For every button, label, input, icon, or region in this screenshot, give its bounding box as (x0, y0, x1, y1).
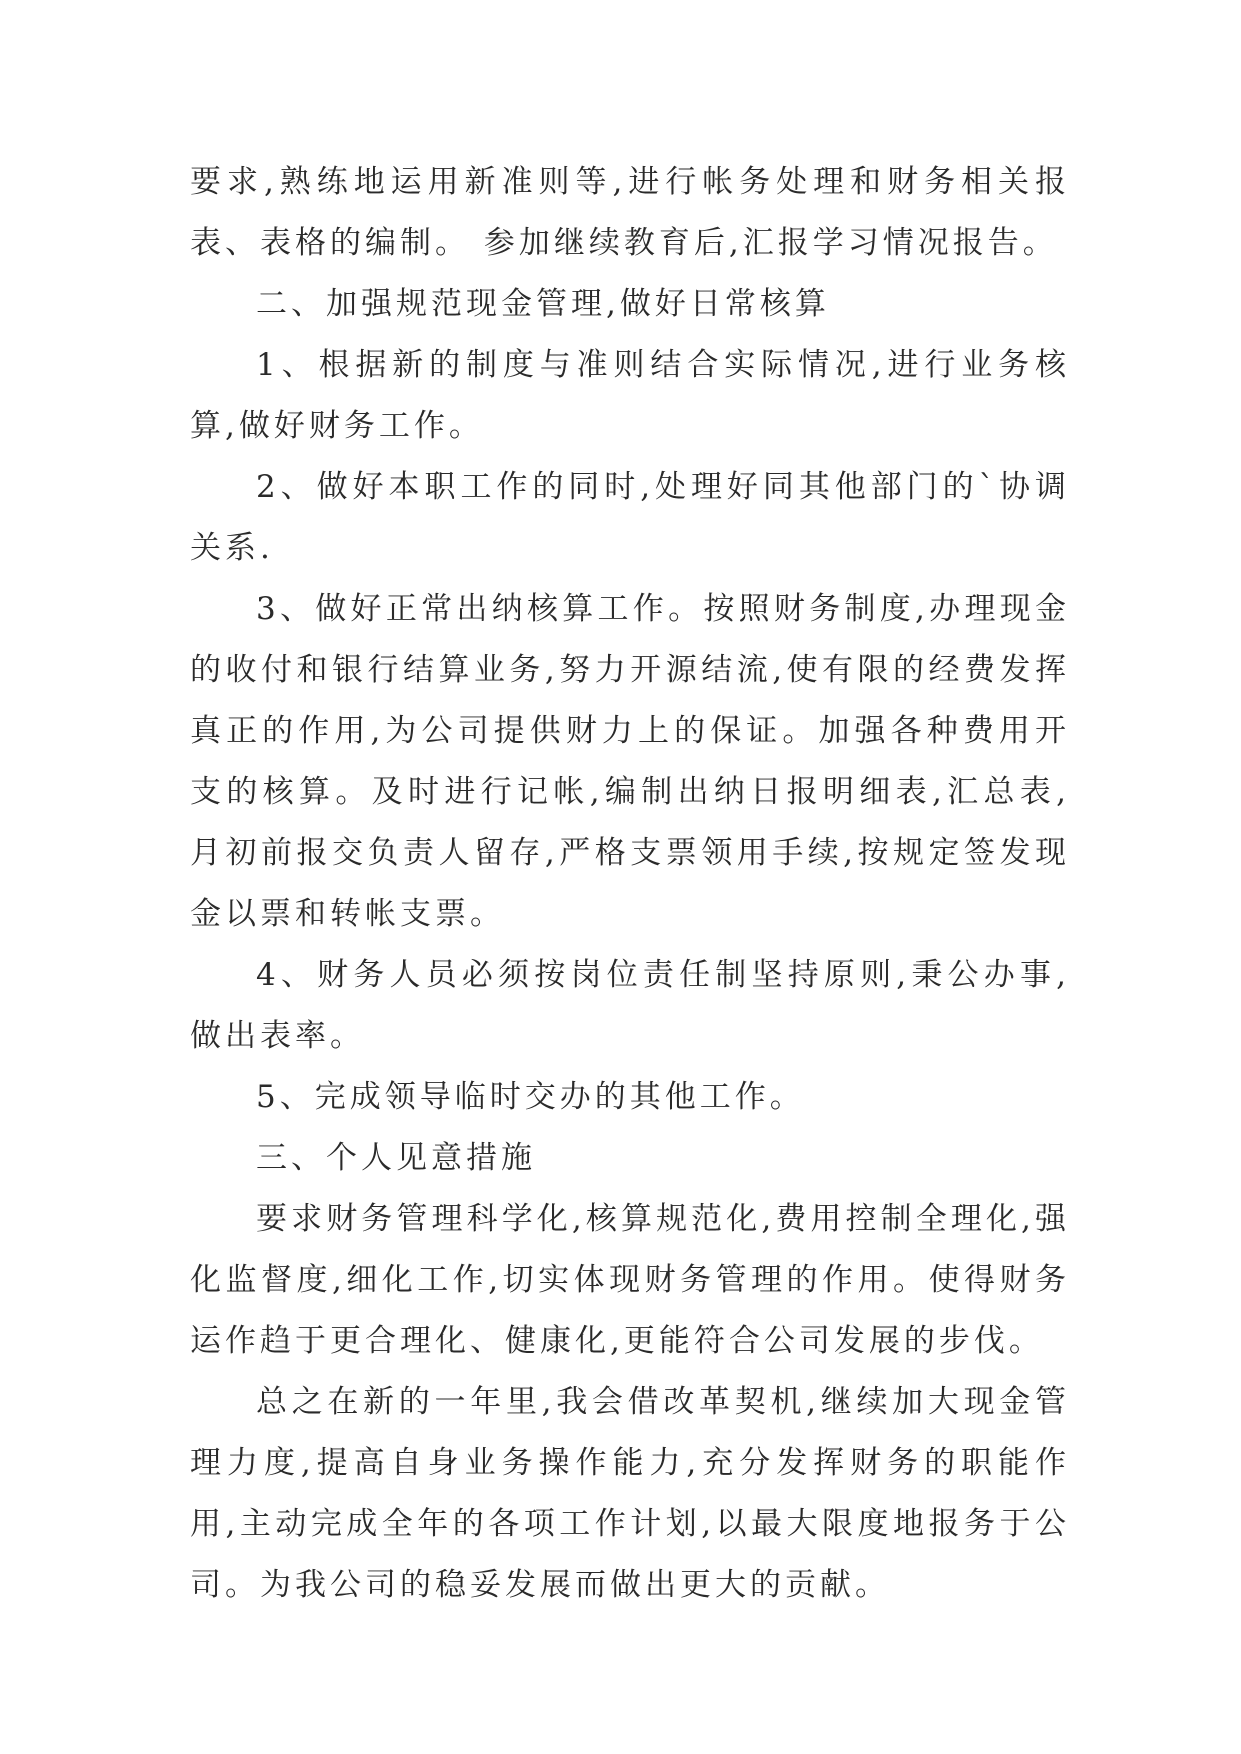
paragraph-measures: 要求财务管理科学化,核算规范化,费用控制全理化,强化监督度,细化工作,切实体现财务管理的作用。使得财务运作趋于更合理化、健康化,更能符合公司发展的步伐。 (190, 1201, 1070, 1359)
paragraph-continuation: 要求,熟练地运用新准则等,进行帐务处理和财务相关报表、表格的编制。 参加继续教育后,汇报学习情况报告。 (190, 164, 1070, 261)
document-body (190, 152, 1070, 1616)
list-item-5: 5、完成领导临时交办的其他工作。 (256, 1079, 805, 1115)
paragraph-conclusion: 总之在新的一年里,我会借改革契机,继续加大现金管理力度,提高自身业务操作能力,充分发挥财务的职能作用,主动完成全年的各项工作计划,以最大限度地报务于公司。为我公司的稳妥发展而做出更大的贡献。 (190, 1384, 1070, 1603)
list-item-4: 4、财务人员必须按岗位责任制坚持原则,秉公办事,做出表率。 (190, 957, 1070, 1054)
list-item-2: 2、做好本职工作的同时,处理好同其他部门的`协调关系. (190, 469, 1070, 566)
section-heading-2: 二、加强规范现金管理,做好日常核算 (256, 286, 830, 322)
list-item-3: 3、做好正常出纳核算工作。按照财务制度,办理现金的收付和银行结算业务,努力开源结流,使有限的经费发挥真正的作用,为公司提供财力上的保证。加强各种费用开支的核算。及时进行记帐,编制出纳日报明细表,汇总表,月初前报交负责人留存,严格支票领用手续,按规定签发现金以票和转帐支票。 (190, 591, 1070, 932)
list-item-1: 1、根据新的制度与准则结合实际情况,进行业务核算,做好财务工作。 (190, 347, 1070, 444)
section-heading-3: 三、个人见意措施 (256, 1140, 536, 1176)
